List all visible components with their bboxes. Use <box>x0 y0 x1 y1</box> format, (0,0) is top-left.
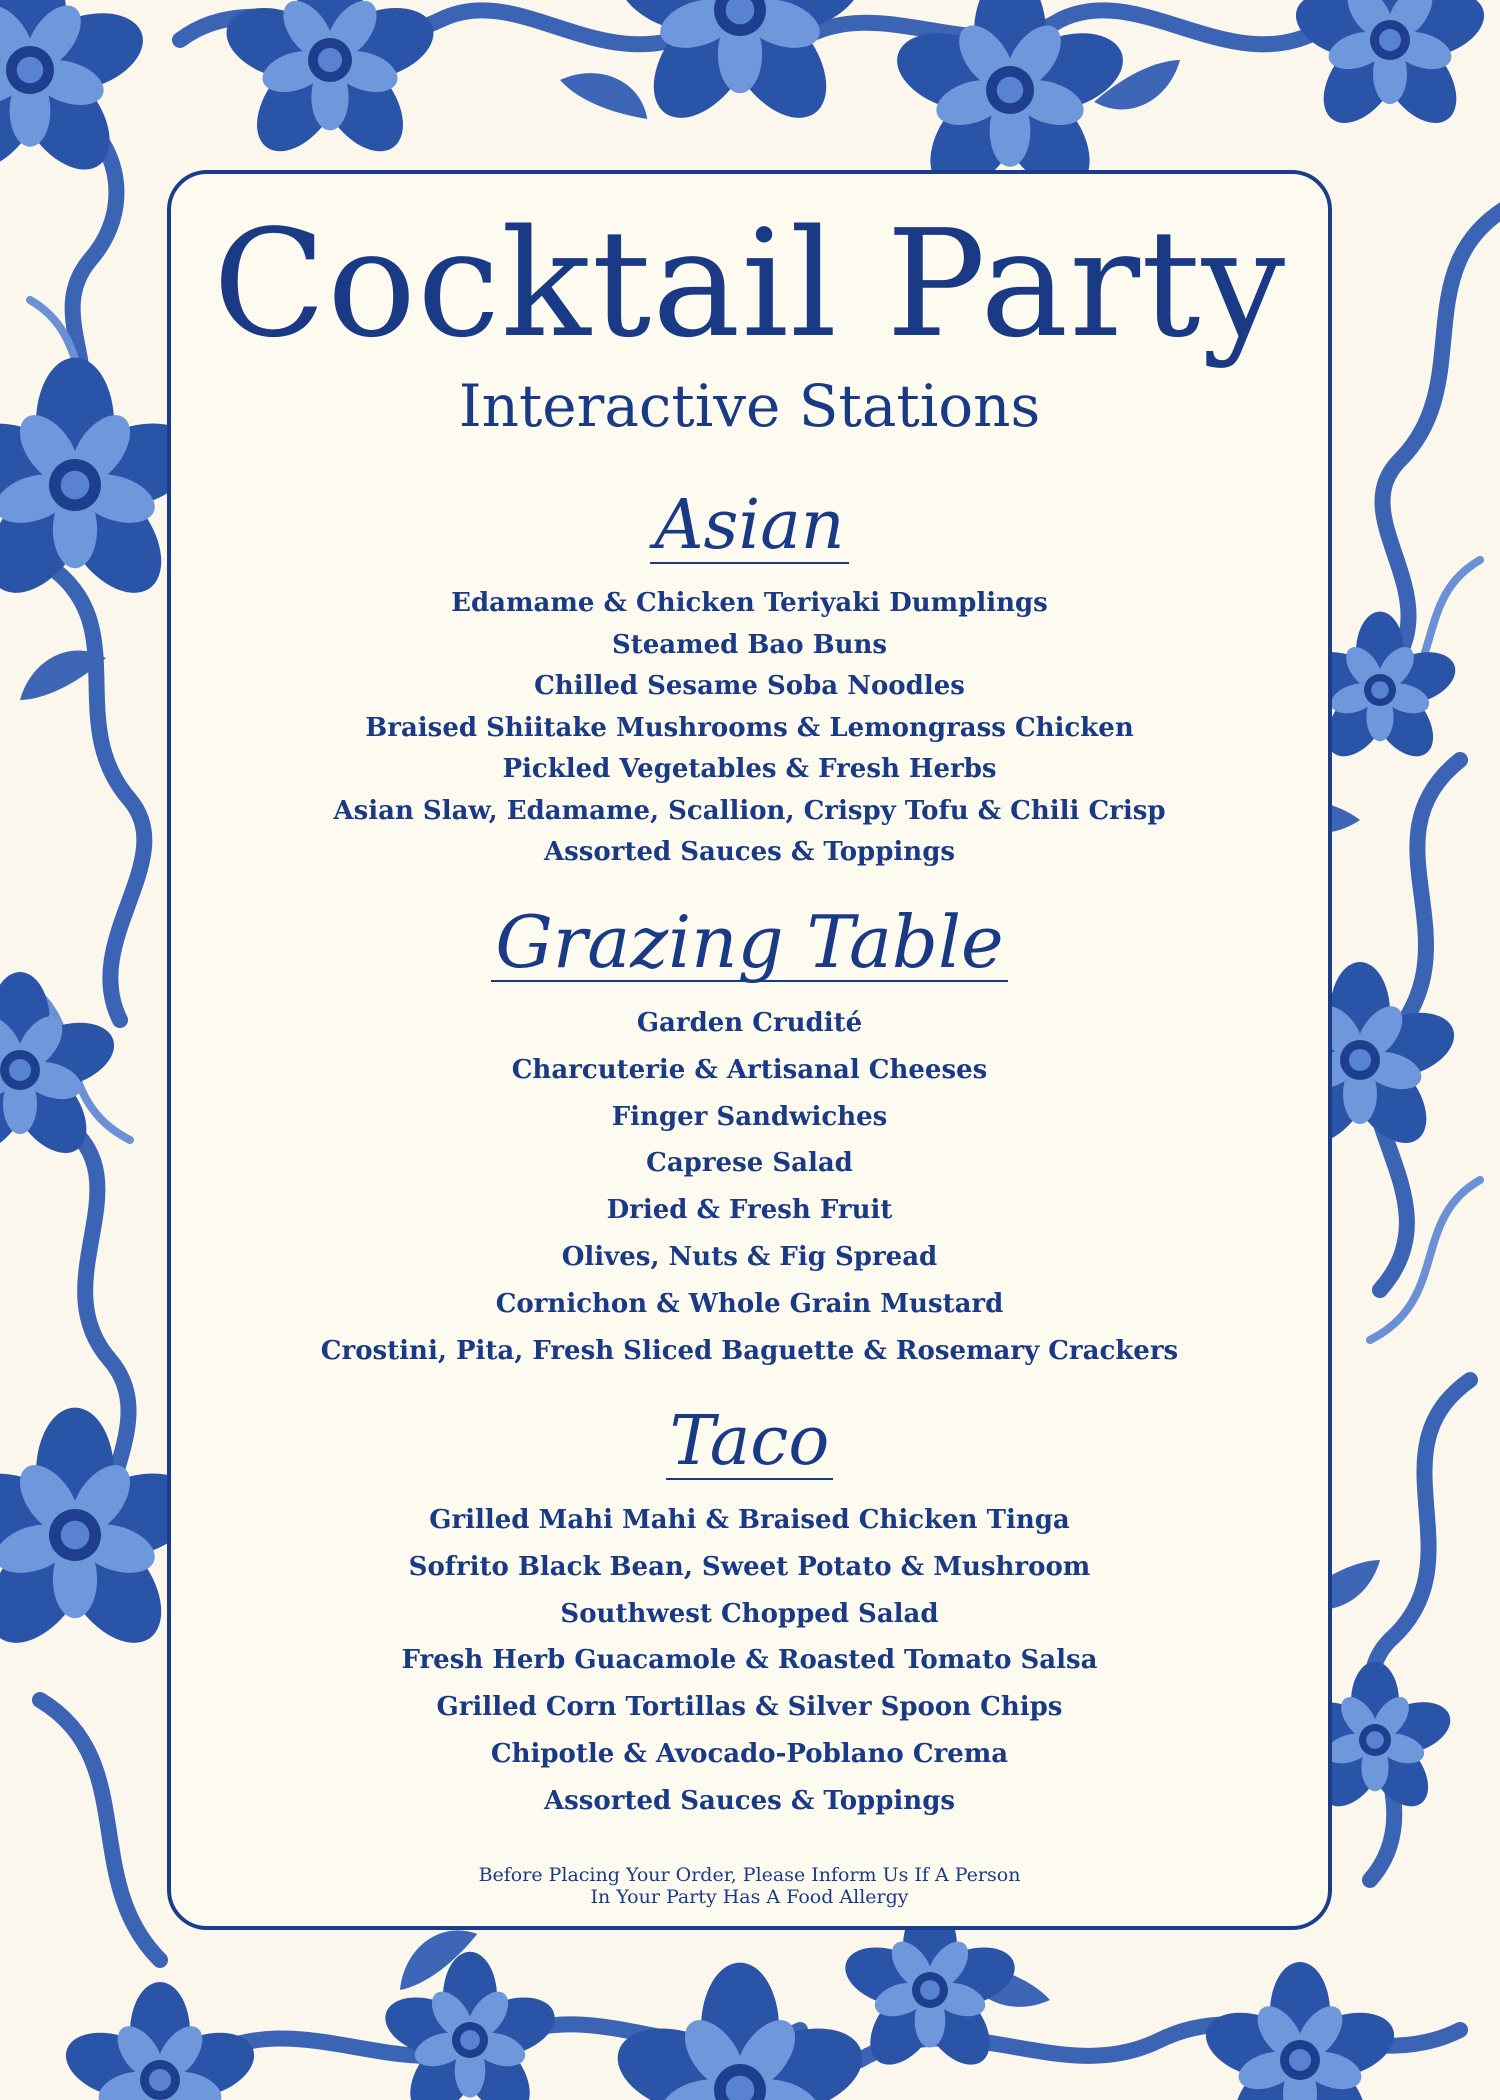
menu-item: Pickled Vegetables & Fresh Herbs <box>502 754 997 784</box>
menu-item: Dried & Fresh Fruit <box>606 1195 893 1226</box>
menu-title: Cocktail Party <box>212 198 1287 370</box>
menu-item: Assorted Sauces & Toppings <box>543 1785 956 1816</box>
section-heading-taco <box>171 1402 1328 1481</box>
menu-item: Cornichon & Whole Grain Mustard <box>495 1288 1004 1319</box>
menu-item: Charcuterie & Artisanal Cheeses <box>511 1054 988 1085</box>
menu-item: Olives, Nuts & Fig Spread <box>561 1241 938 1272</box>
menu-item: Fresh Herb Guacamole & Roasted Tomato Salsa <box>401 1645 1098 1676</box>
menu-item: Caprese Salad <box>646 1148 853 1179</box>
menu-item: Finger Sandwiches <box>611 1101 888 1132</box>
menu-subtitle: Interactive Stations <box>458 372 1041 440</box>
menu-item: Grilled Corn Tortillas & Silver Spoon Chips <box>436 1692 1063 1723</box>
menu-item: Southwest Chopped Salad <box>560 1598 939 1629</box>
section-heading-asian-text: Asian <box>650 492 848 564</box>
menu-item: Garden Crudité <box>636 1008 863 1038</box>
menu-item: Asian Slaw, Edamame, Scallion, Crispy Tofu & Chili Crisp <box>333 795 1166 826</box>
menu-item: Grilled Mahi Mahi & Braised Chicken Tinga <box>429 1505 1070 1535</box>
menu-item: Sofrito Black Bean, Sweet Potato & Mushroom <box>408 1551 1091 1582</box>
allergy-notice-line-2: In Your Party Has A Food Allergy <box>590 1886 909 1908</box>
section-items-taco <box>171 1497 1328 1825</box>
section-items-grazing-table <box>171 1000 1328 1374</box>
section-items-asian <box>171 583 1328 874</box>
allergy-notice-line-1: Before Placing Your Order, Please Inform Us If A Person <box>478 1864 1021 1886</box>
menu-item: Edamame & Chicken Teriyaki Dumplings <box>451 588 1048 618</box>
menu-item: Crostini, Pita, Fresh Sliced Baguette & Rosemary Crackers <box>320 1335 1179 1366</box>
section-heading-asian <box>171 486 1328 565</box>
menu-item: Chipotle & Avocado-Poblano Crema <box>490 1738 1009 1769</box>
section-heading-grazing-table-text: Grazing Table <box>491 906 1007 982</box>
menu-item: Assorted Sauces & Toppings <box>543 837 956 867</box>
section-heading-taco-text: Taco <box>666 1408 834 1480</box>
menu-item: Chilled Sesame Soba Noodles <box>534 671 965 701</box>
allergy-notice <box>171 1864 1328 1908</box>
menu-item: Braised Shiitake Mushrooms & Lemongrass Chicken <box>365 712 1134 743</box>
menu-item: Steamed Bao Buns <box>611 629 888 660</box>
section-heading-grazing-table <box>171 900 1328 984</box>
menu-card <box>167 170 1332 1930</box>
